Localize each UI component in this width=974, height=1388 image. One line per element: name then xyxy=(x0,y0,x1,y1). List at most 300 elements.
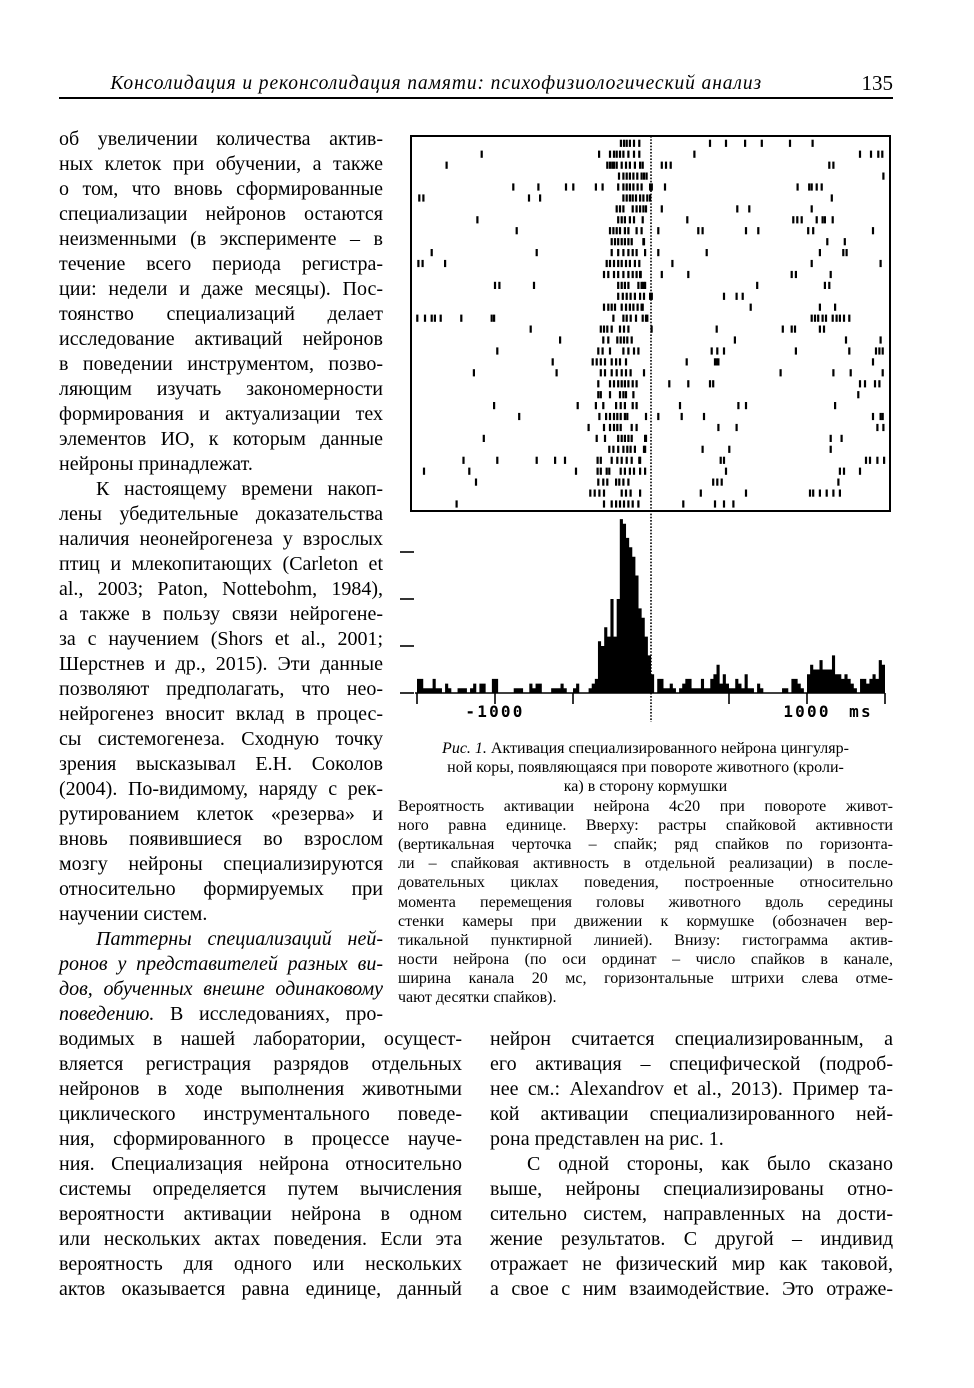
text-line: ка) в сторону кормушки xyxy=(563,778,728,796)
spike-tick xyxy=(620,413,622,420)
spike-tick xyxy=(839,315,841,322)
spike-tick xyxy=(625,162,627,169)
text-line: выше, нейроны специализированы отно- xyxy=(490,1178,893,1200)
spike-tick xyxy=(622,271,624,278)
spike-tick xyxy=(633,468,635,475)
spike-tick xyxy=(614,238,616,245)
spike-tick xyxy=(604,435,606,442)
spike-tick xyxy=(609,413,611,420)
spike-tick xyxy=(865,457,867,464)
spike-tick xyxy=(782,326,784,333)
spike-tick xyxy=(633,347,635,354)
spike-tick xyxy=(600,468,602,475)
spike-tick xyxy=(626,183,628,190)
spike-tick xyxy=(627,500,629,507)
spike-tick xyxy=(496,457,498,464)
spike-tick xyxy=(602,347,604,354)
spike-tick xyxy=(706,249,708,256)
spike-tick xyxy=(637,304,639,311)
spike-tick xyxy=(417,260,419,267)
spike-tick xyxy=(609,380,611,387)
spike-tick xyxy=(611,326,613,333)
spike-tick xyxy=(627,435,629,442)
spike-tick xyxy=(723,500,725,507)
bottom-left-column-text xyxy=(59,1027,462,1302)
spike-tick xyxy=(641,173,643,180)
spike-tick xyxy=(614,304,616,311)
spike-tick xyxy=(848,347,850,354)
spike-tick xyxy=(539,194,541,201)
spike-tick xyxy=(617,380,619,387)
text-line: тикальной пунктирной линией). Внизу: гистограмма актив- xyxy=(398,931,893,949)
spike-tick xyxy=(877,151,879,158)
spike-tick xyxy=(621,216,623,223)
running-title: Консолидация и реконсолидация памяти: психофизиологический анализ xyxy=(110,73,762,94)
spike-tick xyxy=(631,336,633,343)
spike-tick xyxy=(702,227,704,234)
spike-tick xyxy=(639,490,641,497)
spike-tick xyxy=(620,336,622,343)
spike-tick xyxy=(600,326,602,333)
spike-tick xyxy=(716,347,718,354)
spike-tick xyxy=(808,183,810,190)
spike-tick xyxy=(605,413,607,420)
spike-tick xyxy=(636,380,638,387)
spike-tick xyxy=(839,490,841,497)
spike-tick xyxy=(744,140,746,147)
spike-tick xyxy=(622,183,624,190)
spike-tick xyxy=(721,479,723,486)
spike-tick xyxy=(600,391,602,398)
spike-tick xyxy=(859,380,861,387)
spike-tick xyxy=(842,249,844,256)
text-line: ширина канала 20 мс, горизонтальные штрихи слева отме- xyxy=(398,970,893,988)
spike-tick xyxy=(639,457,641,464)
spike-tick xyxy=(816,216,818,223)
spike-tick xyxy=(819,249,821,256)
spike-tick xyxy=(828,162,830,169)
spike-tick xyxy=(679,402,681,409)
text-line: наличия неонейрогенеза у взрослых xyxy=(59,528,383,550)
spike-tick xyxy=(745,490,747,497)
spike-tick xyxy=(736,205,738,212)
spike-tick xyxy=(725,468,727,475)
spike-tick xyxy=(615,500,617,507)
spike-tick xyxy=(624,380,626,387)
text-line: момента перемещения головы животного вдоль середины xyxy=(398,893,893,911)
spike-tick xyxy=(643,369,645,376)
spike-tick xyxy=(622,391,624,398)
italic-text: ронов у представителей разных ви- xyxy=(59,953,383,975)
spike-tick xyxy=(619,391,621,398)
spike-tick xyxy=(625,260,627,267)
histogram-tick-labels xyxy=(465,702,872,721)
text-line: К настоящему времени накоп- xyxy=(96,478,383,500)
spike-tick xyxy=(608,468,610,475)
spike-tick xyxy=(717,424,719,431)
spike-tick xyxy=(631,457,633,464)
spike-tick xyxy=(791,326,793,333)
spike-tick xyxy=(619,500,621,507)
spike-tick xyxy=(603,490,605,497)
spike-tick xyxy=(604,369,606,376)
spike-tick xyxy=(625,358,627,365)
spike-tick xyxy=(794,326,796,333)
text-line: ного равна единице. Вверху: растры спайковой активности xyxy=(398,816,893,834)
spike-tick xyxy=(670,162,672,169)
spike-tick xyxy=(644,446,646,453)
spike-tick xyxy=(603,304,605,311)
spike-tick xyxy=(619,326,621,333)
spike-tick xyxy=(627,249,629,256)
spike-tick xyxy=(621,162,623,169)
spike-tick xyxy=(734,336,736,343)
spike-tick xyxy=(639,194,641,201)
spike-tick xyxy=(616,162,618,169)
spike-tick xyxy=(631,435,633,442)
spike-tick xyxy=(712,479,714,486)
spike-tick xyxy=(882,413,884,420)
text-line: формирования и актуализации тех xyxy=(59,403,383,425)
spike-tick xyxy=(598,413,600,420)
spike-tick xyxy=(668,380,670,387)
spike-tick xyxy=(632,173,634,180)
spike-tick xyxy=(717,358,719,365)
text-line: водимых в нашей лаборатории, осущест- xyxy=(59,1028,462,1050)
spike-tick xyxy=(624,435,626,442)
spike-tick xyxy=(830,271,832,278)
spike-tick xyxy=(615,402,617,409)
spike-tick xyxy=(636,249,638,256)
spike-tick xyxy=(625,304,627,311)
text-line: рона представлен на рис. 1. xyxy=(490,1128,724,1150)
text-line: а свое с ним взаимодействие. Это отраже- xyxy=(490,1278,893,1300)
caption-body xyxy=(398,797,893,1008)
spike-tick xyxy=(807,227,809,234)
spike-tick xyxy=(714,500,716,507)
spike-tick xyxy=(872,358,874,365)
spike-tick xyxy=(630,490,632,497)
text-line: его активация – специфической (подроб- xyxy=(490,1053,893,1075)
spike-tick xyxy=(622,347,624,354)
spike-tick xyxy=(830,446,832,453)
spike-tick xyxy=(597,457,599,464)
histogram-bars xyxy=(417,519,885,693)
text-line: вновь появившиеся во взрослом xyxy=(59,828,383,850)
spike-tick xyxy=(611,238,613,245)
spike-tick xyxy=(597,380,599,387)
spike-tick xyxy=(512,183,514,190)
spike-tick xyxy=(577,402,579,409)
spike-tick xyxy=(878,380,880,387)
spike-tick xyxy=(622,446,624,453)
spike-tick xyxy=(716,326,718,333)
spike-tick xyxy=(607,304,609,311)
spike-tick xyxy=(602,183,604,190)
spike-tick xyxy=(626,140,628,147)
spike-tick xyxy=(728,446,730,453)
spike-tick xyxy=(622,151,624,158)
spike-tick xyxy=(859,468,861,475)
text-line: ности нейрона (по оси ординат – число спайков в канале, xyxy=(398,951,893,969)
spike-tick xyxy=(697,227,699,234)
text-line: довательных циклах поведения, построенные относительно xyxy=(398,874,893,892)
spike-tick xyxy=(796,216,798,223)
spike-tick xyxy=(611,369,613,376)
spike-tick xyxy=(611,249,613,256)
spike-tick xyxy=(604,358,606,365)
spike-tick xyxy=(616,457,618,464)
spike-tick xyxy=(681,413,683,420)
text-line: (2004). По-видимому, наряду с рек- xyxy=(59,778,383,800)
spike-tick xyxy=(616,205,618,212)
spike-tick xyxy=(606,326,608,333)
spike-tick xyxy=(440,315,442,322)
paragraph-4 xyxy=(490,1152,893,1302)
spike-tick xyxy=(825,315,827,322)
spike-tick xyxy=(642,194,644,201)
spike-tick xyxy=(498,282,500,289)
spike-tick xyxy=(629,140,631,147)
spike-tick xyxy=(617,435,619,442)
spike-tick xyxy=(709,140,711,147)
spike-tick xyxy=(632,500,634,507)
spike-tick xyxy=(641,227,643,234)
spike-tick xyxy=(846,249,848,256)
italic-text: Паттерны специализаций ней- xyxy=(96,928,383,950)
spike-tick xyxy=(791,271,793,278)
spike-tick xyxy=(533,282,535,289)
spike-tick xyxy=(819,490,821,497)
spike-tick xyxy=(613,380,615,387)
spike-tick xyxy=(633,140,635,147)
spike-tick xyxy=(623,326,625,333)
spike-tick xyxy=(792,216,794,223)
spike-tick xyxy=(518,413,520,420)
spike-tick xyxy=(621,380,623,387)
spike-tick xyxy=(809,490,811,497)
spike-tick xyxy=(616,151,618,158)
spike-tick xyxy=(629,260,631,267)
text-line: птиц и млекопитающих (Carleton et xyxy=(59,553,383,575)
spike-tick xyxy=(619,227,621,234)
spike-tick xyxy=(434,315,436,322)
spike-tick xyxy=(686,216,688,223)
spike-tick xyxy=(564,457,566,464)
spike-tick xyxy=(834,304,836,311)
spike-tick xyxy=(609,162,611,169)
spike-tick xyxy=(657,413,659,420)
spike-tick xyxy=(646,194,648,201)
spike-tick xyxy=(682,500,684,507)
caption-title xyxy=(398,739,893,797)
spike-tick xyxy=(616,413,618,420)
text-line: нейрогенез вносит вклад в процес- xyxy=(59,703,383,725)
spike-tick xyxy=(797,183,799,190)
spike-tick xyxy=(837,479,839,486)
spike-tick xyxy=(622,479,624,486)
text-line: мозгу нейроны специализируются xyxy=(59,853,383,875)
spike-tick xyxy=(617,249,619,256)
spike-tick xyxy=(481,151,483,158)
text-line: научении систем. xyxy=(59,903,208,925)
text-line: ния, сформированного в процессе науче- xyxy=(59,1128,462,1150)
spike-tick xyxy=(882,369,884,376)
spike-tick xyxy=(634,162,636,169)
spike-tick xyxy=(832,216,834,223)
spike-tick xyxy=(618,173,620,180)
spike-tick xyxy=(475,479,477,486)
spike-tick xyxy=(602,479,604,486)
text-line: стенки камеры при движении к кормушке (обозначен вер- xyxy=(398,912,893,930)
text-line: сы системогенеза. Сходную точку xyxy=(59,728,383,750)
text-line xyxy=(59,1002,383,1027)
text-line xyxy=(59,927,383,952)
spike-tick xyxy=(606,162,608,169)
spike-tick xyxy=(812,140,814,147)
spike-tick xyxy=(637,183,639,190)
spike-tick xyxy=(603,326,605,333)
text-line: вероятности активации нейрона в одном xyxy=(59,1203,462,1225)
text-line: или нескольких актах поведения. Если эта xyxy=(59,1228,462,1250)
text-line: ния. Специализация нейрона относительно xyxy=(59,1153,462,1175)
spike-tick xyxy=(844,238,846,245)
spike-tick xyxy=(645,435,647,442)
spike-tick xyxy=(644,249,646,256)
spike-tick xyxy=(626,315,628,322)
spike-tick xyxy=(632,402,634,409)
text-line: ляющим изучать закономерности xyxy=(59,378,383,400)
spike-tick xyxy=(640,271,642,278)
spike-tick xyxy=(637,347,639,354)
spike-tick xyxy=(634,260,636,267)
text-line: позволяют предполагать, что нео- xyxy=(59,678,383,700)
spike-tick xyxy=(620,424,622,431)
spike-tick xyxy=(597,479,599,486)
spike-tick xyxy=(423,468,425,475)
spike-tick xyxy=(629,216,631,223)
spike-tick xyxy=(645,413,647,420)
spike-tick xyxy=(627,347,629,354)
spike-tick xyxy=(536,249,538,256)
spike-tick xyxy=(826,238,828,245)
spike-tick xyxy=(627,238,629,245)
spike-tick xyxy=(491,315,493,322)
text-line: отражает не физический мир как таковой, xyxy=(490,1253,893,1275)
spike-tick xyxy=(745,402,747,409)
spike-tick xyxy=(623,140,625,147)
spike-tick xyxy=(462,457,464,464)
spike-tick xyxy=(626,446,628,453)
spike-tick xyxy=(720,457,722,464)
spike-tick xyxy=(643,293,645,300)
spike-tick xyxy=(639,205,641,212)
text-line: сительно систем, направленных на дости- xyxy=(490,1203,893,1225)
spike-tick xyxy=(424,315,426,322)
spike-tick xyxy=(636,271,638,278)
spike-tick xyxy=(625,391,627,398)
spike-tick xyxy=(632,249,634,256)
spike-tick xyxy=(828,282,830,289)
text-line: нейрон считается специализированным, а xyxy=(490,1028,893,1050)
spike-tick xyxy=(832,490,834,497)
spike-tick xyxy=(613,151,615,158)
spike-tick xyxy=(619,358,621,365)
spike-tick xyxy=(621,282,623,289)
spike-tick xyxy=(875,347,877,354)
italic-text: поведению. xyxy=(59,1003,155,1025)
spike-tick xyxy=(661,162,663,169)
paragraph-2 xyxy=(59,477,383,927)
spike-tick xyxy=(624,402,626,409)
spike-tick xyxy=(723,457,725,464)
spike-tick xyxy=(641,183,643,190)
spike-tick xyxy=(819,304,821,311)
spike-tick xyxy=(636,227,638,234)
spike-tick xyxy=(627,380,629,387)
spike-tick xyxy=(603,424,605,431)
spike-tick xyxy=(617,216,619,223)
spike-tick xyxy=(609,260,611,267)
spike-tick xyxy=(460,315,462,322)
text-line: об увеличении количества актив- xyxy=(59,128,383,150)
spike-tick xyxy=(859,151,861,158)
text-line: вляется регистрация разрядов отдельных xyxy=(59,1053,462,1075)
spike-tick xyxy=(816,183,818,190)
text-line: за с научением (Shors et al., 2001; xyxy=(59,628,383,650)
spike-tick xyxy=(629,194,631,201)
text-span: В исследованиях, про- xyxy=(154,1003,383,1025)
spike-tick xyxy=(603,500,605,507)
italic-text: дов, обученных внешне одинаковому xyxy=(59,978,383,1000)
spike-tick xyxy=(613,260,615,267)
text-line xyxy=(59,952,383,977)
spike-tick xyxy=(872,227,874,234)
spike-tick xyxy=(625,490,627,497)
spike-tick xyxy=(615,479,617,486)
spike-tick xyxy=(621,457,623,464)
spike-tick xyxy=(636,205,638,212)
spike-tick xyxy=(642,216,644,223)
figure-1-neuron-activation xyxy=(395,125,905,730)
spike-tick xyxy=(621,435,623,442)
spike-tick xyxy=(819,326,821,333)
spike-tick xyxy=(528,194,530,201)
spike-tick xyxy=(617,271,619,278)
right-column-text xyxy=(490,1027,893,1302)
spike-tick xyxy=(661,205,663,212)
spike-tick xyxy=(664,183,666,190)
spike-tick xyxy=(621,304,623,311)
spike-tick xyxy=(626,293,628,300)
spike-tick xyxy=(609,347,611,354)
spike-tick xyxy=(795,271,797,278)
spike-tick xyxy=(611,358,613,365)
spike-tick xyxy=(821,183,823,190)
spike-tick xyxy=(624,282,626,289)
spike-tick xyxy=(624,413,626,420)
spike-tick xyxy=(687,271,689,278)
spike-tick xyxy=(422,260,424,267)
spike-tick xyxy=(629,162,631,169)
spike-tick xyxy=(693,151,695,158)
spike-tick xyxy=(635,194,637,201)
spike-tick xyxy=(870,151,872,158)
spike-tick xyxy=(606,260,608,267)
spike-tick xyxy=(632,183,634,190)
spike-tick xyxy=(811,260,813,267)
spike-tick xyxy=(621,260,623,267)
